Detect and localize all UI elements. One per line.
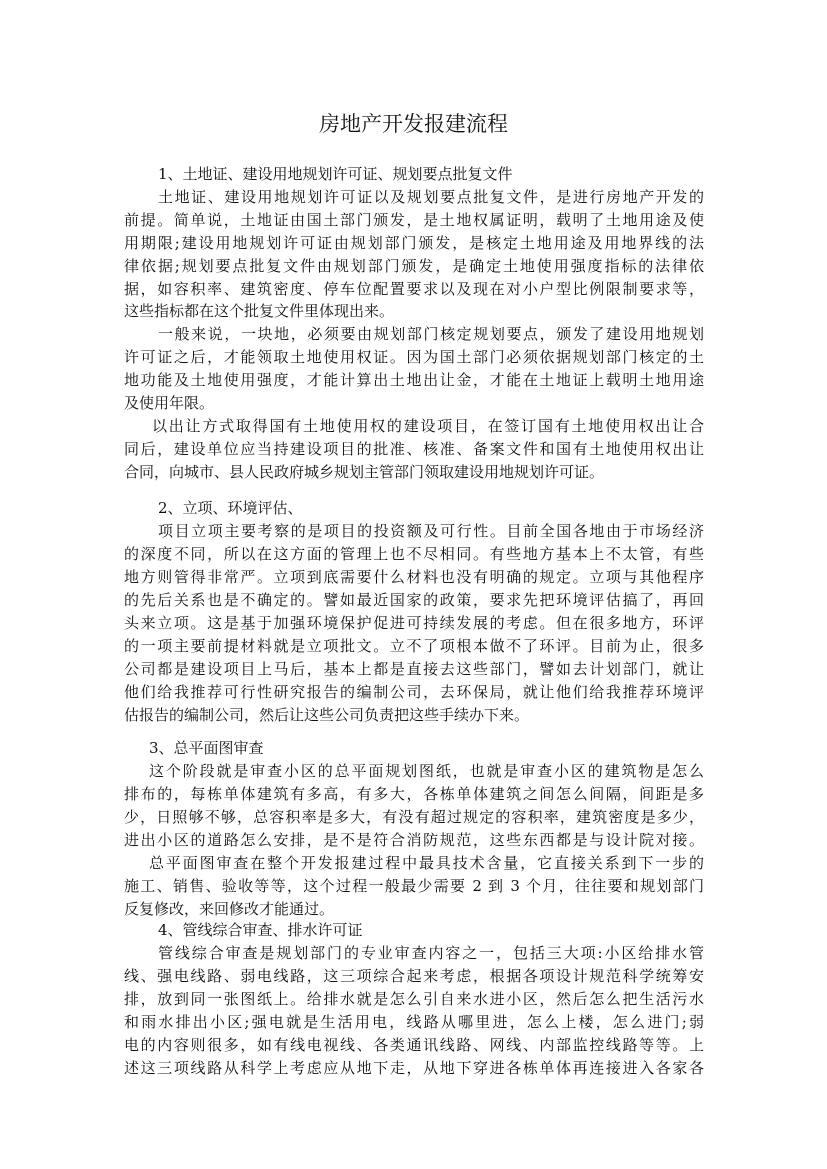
paragraph-line: 的深度不同，所以在这方面的管理上也不尽相同。有些地方基本上不太管，有些	[124, 545, 704, 563]
paragraph-line: 反复修改，来回修改才能通过。	[124, 900, 335, 918]
paragraph-line: 地方则管得非常严。立项到底需要什么材料也没有明确的规定。立项与其他程序	[124, 568, 704, 586]
paragraph-line: 项目立项主要考察的是项目的投资额及可行性。目前全国各地由于市场经济	[158, 522, 704, 540]
paragraph-line: 的一项主要前提材料就是立项批文。立不了项根本做不了环评。目前为止，很多	[124, 637, 704, 655]
paragraph-line: 他们给我推荐可行性研究报告的编制公司，去环保局，就让他们给我推荐环境评	[124, 683, 704, 701]
paragraph-line: 据，如容积率、建筑密度、停车位配置要求以及现在对小户型比例限制要求等，	[124, 280, 704, 298]
paragraph-line: 地功能及土地使用强度，才能计算出土地出让金，才能在土地证上载明土地用途	[124, 371, 704, 389]
paragraph-line: 许可证之后，才能领取土地使用权证。因为国土部门必须依据规划部门核定的土	[124, 348, 704, 366]
section-heading-2: 2、立项、环境评估、	[158, 499, 303, 517]
paragraph-line: 估报告的编制公司，然后让这些公司负责把这些手续办下来。	[124, 706, 530, 724]
paragraph-line: 施工、销售、验收等等，这个过程一般最少需要 2 到 3 个月，往往要和规划部门	[124, 877, 704, 895]
paragraph-line: 电的内容则很多，如有线电视线、各类通讯线路、网线、内部监控线路等等。上	[124, 1036, 704, 1054]
paragraph-line: 排布的，每栋单体建筑有多高，有多大，各栋单体建筑之间怎么间隔，间距是多	[124, 785, 704, 803]
paragraph-line: 线、强电线路、弱电线路，这三项综合起来考虑，根据各项设计规范科学统筹安	[124, 967, 704, 985]
paragraph-line: 总平面图审查在整个开发报建过程中最具技术含量，它直接关系到下一步的	[149, 854, 704, 872]
paragraph-line: 同后，建设单位应当持建设项目的批准、核准、备案文件和国有土地使用权出让	[124, 440, 704, 458]
paragraph-line: 排，放到同一张图纸上。给排水就是怎么引自来水进小区，然后怎么把生活污水	[124, 990, 704, 1008]
paragraph-line: 进出小区的道路怎么安排，是不是符合消防规范，这些东西都是与设计院对接。	[124, 831, 704, 849]
section-heading-1: 1、土地证、建设用地规划许可证、规划要点批复文件	[158, 165, 513, 183]
paragraph-line: 用期限;建设用地规划许可证由规划部门颁发，是核定土地用途及用地界线的法	[124, 234, 704, 252]
paragraph-line: 这个阶段就是审查小区的总平面规划图纸，也就是审查小区的建筑物是怎么	[149, 762, 704, 780]
section-heading-4: 4、管线综合审查、排水许可证	[158, 921, 363, 939]
section-heading-3: 3、总平面图审查	[149, 739, 264, 757]
paragraph-line: 及使用年限。	[124, 394, 215, 412]
paragraph-line: 这些指标都在这个批复文件里体现出来。	[124, 302, 395, 320]
paragraph-line: 以出让方式取得国有土地使用权的建设项目，在签订国有土地使用权出让合	[152, 417, 704, 435]
paragraph-line: 公司都是建设项目上马后，基本上都是直接去这些部门，譬如去计划部门，就让	[124, 660, 704, 678]
paragraph-line: 合同，向城市、县人民政府城乡规划主管部门领取建设用地规划许可证。	[124, 463, 605, 481]
paragraph-line: 头来立项。这是基于加强环境保护促进可持续发展的考虑。但在很多地方，环评	[124, 614, 704, 632]
paragraph-line: 少，日照够不够，总容积率是多大，有没有超过规定的容积率，建筑密度是多少，	[124, 808, 704, 826]
paragraph-line: 一般来说，一块地，必须要由规划部门核定规划要点，颁发了建设用地规划	[158, 325, 704, 343]
paragraph-line: 前提。简单说，土地证由国土部门颁发，是土地权属证明，载明了土地用途及使	[124, 211, 704, 229]
page-title: 房地产开发报建流程	[319, 112, 508, 136]
paragraph-line: 律依据;规划要点批复文件由规划部门颁发，是确定土地使用强度指标的法律依	[124, 257, 704, 275]
paragraph-line: 土地证、建设用地规划许可证以及规划要点批复文件，是进行房地产开发的	[158, 188, 704, 206]
paragraph-line: 的先后关系也是不确定的。譬如最近国家的政策，要求先把环境评估搞了，再回	[124, 591, 704, 609]
paragraph-line: 述这三项线路从科学上考虑应从地下走，从地下穿进各栋单体再连接进入各家各	[124, 1059, 704, 1077]
paragraph-line: 管线综合审查是规划部门的专业审查内容之一，包括三大项:小区给排水管	[158, 944, 704, 962]
paragraph-line: 和雨水排出小区;强电就是生活用电，线路从哪里进，怎么上楼，怎么进门;弱	[124, 1013, 704, 1031]
